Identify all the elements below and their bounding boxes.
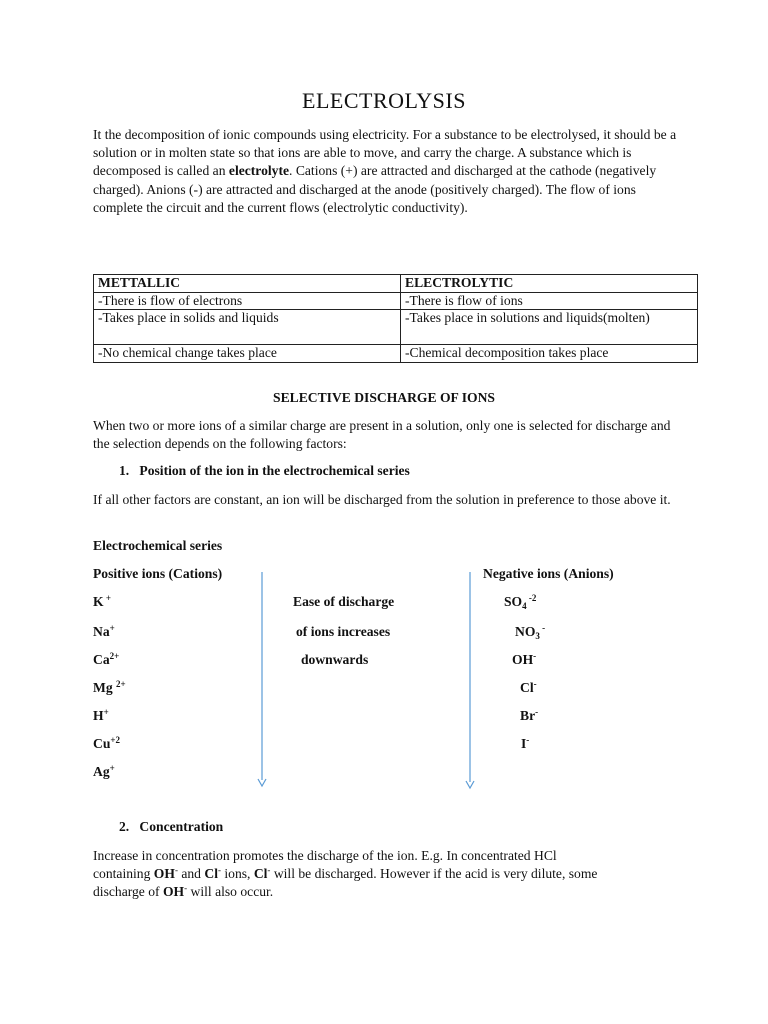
cation-cu: $Cu^{+2}$ [93,735,121,751]
factor2-heading [119,819,223,835]
anion-no3: $NO_3$ - [515,623,546,641]
factor1-title: Position of the ion in the electrochemical series [139,463,410,478]
table-header-cell: ELECTROLYTIC [401,275,698,293]
table-cell: -Chemical decomposition takes place [401,345,698,363]
factor2-line1: Increase in concentration promotes the discharge of the ion. E.g. In concentrated HCl [93,848,557,863]
factor1-paragraph: If all other factors are constant, an ion will be discharged from the solution in preference to those above it. [93,492,671,507]
ease-text-line2: of ions increases [296,624,391,639]
anion-cl: Cl- [520,679,537,695]
table-cell: -There is flow of electrons [94,293,401,310]
positive-ions-label: Positive ions (Cations) [93,566,223,581]
factor2-number: 2. [119,819,130,834]
section-heading: SELECTIVE DISCHARGE OF IONS [273,390,495,405]
anion-arrow-head [466,781,474,788]
negative-ions-label: Negative ions (Anions) [483,566,614,581]
factor2-title: Concentration [139,819,224,834]
ease-text-line1: Ease of discharge [293,594,395,609]
anion-oh: OH- [512,651,537,667]
table-cell: -Takes place in solids and liquids [94,310,401,345]
factor2-line2: containing OH- and Cl- ions, Cl- will be discharged. However if the acid is very dilute, some [93,865,598,882]
anion-so4: $SO_4$ $^{-2}$ [504,593,537,611]
table-cell: -No chemical change takes place [94,345,401,363]
cation-na: Na+ [93,623,115,639]
table-header-cell: METTALLIC [94,275,401,293]
cation-h: H+ [93,707,109,723]
anion-br: Br- [520,707,539,723]
section-intro-paragraph: When two or more ions of a similar charge are present in a solution, only one is selected for discharge and the selection depends on the following factors: [93,418,671,452]
cation-ag: Ag+ [93,763,115,779]
series-label: Electrochemical series [93,538,223,553]
anion-i: I- [521,735,530,751]
table-cell: -Takes place in solutions and liquids(molten) [401,310,698,345]
cation-mg: Mg $^{2+}$ [93,679,126,695]
table-cell: -There is flow of ions [401,293,698,310]
cation-arrow-head [258,779,266,786]
factor2-line3: discharge of OH- will also occur. [93,883,274,900]
intro-text-2: . Cations (+) are attracted and discharged at the cathode (negatively charged). Anions (-) are attracted and discharged at the anode (positively charged). The flow of ions complete the circuit and the current flows (electrolytic conductivity). [93,163,657,215]
cation-k: K + [93,593,111,609]
intro-bold-term: electrolyte [228,163,290,179]
cation-ca: $Ca^{2+}$ [93,651,120,667]
page-title: ELECTROLYSIS [302,88,466,113]
factor1-number: 1. [119,463,130,478]
ease-text-line3: downwards [301,652,369,667]
intro-text-1: It the decomposition of ionic compounds using electricity. For a substance to be electrolysed, it should be a solution or in molten state so that ions are able to move, and carry the charge. A substance which is decomposed is called an [93,127,677,179]
factor2-paragraph [93,847,683,902]
